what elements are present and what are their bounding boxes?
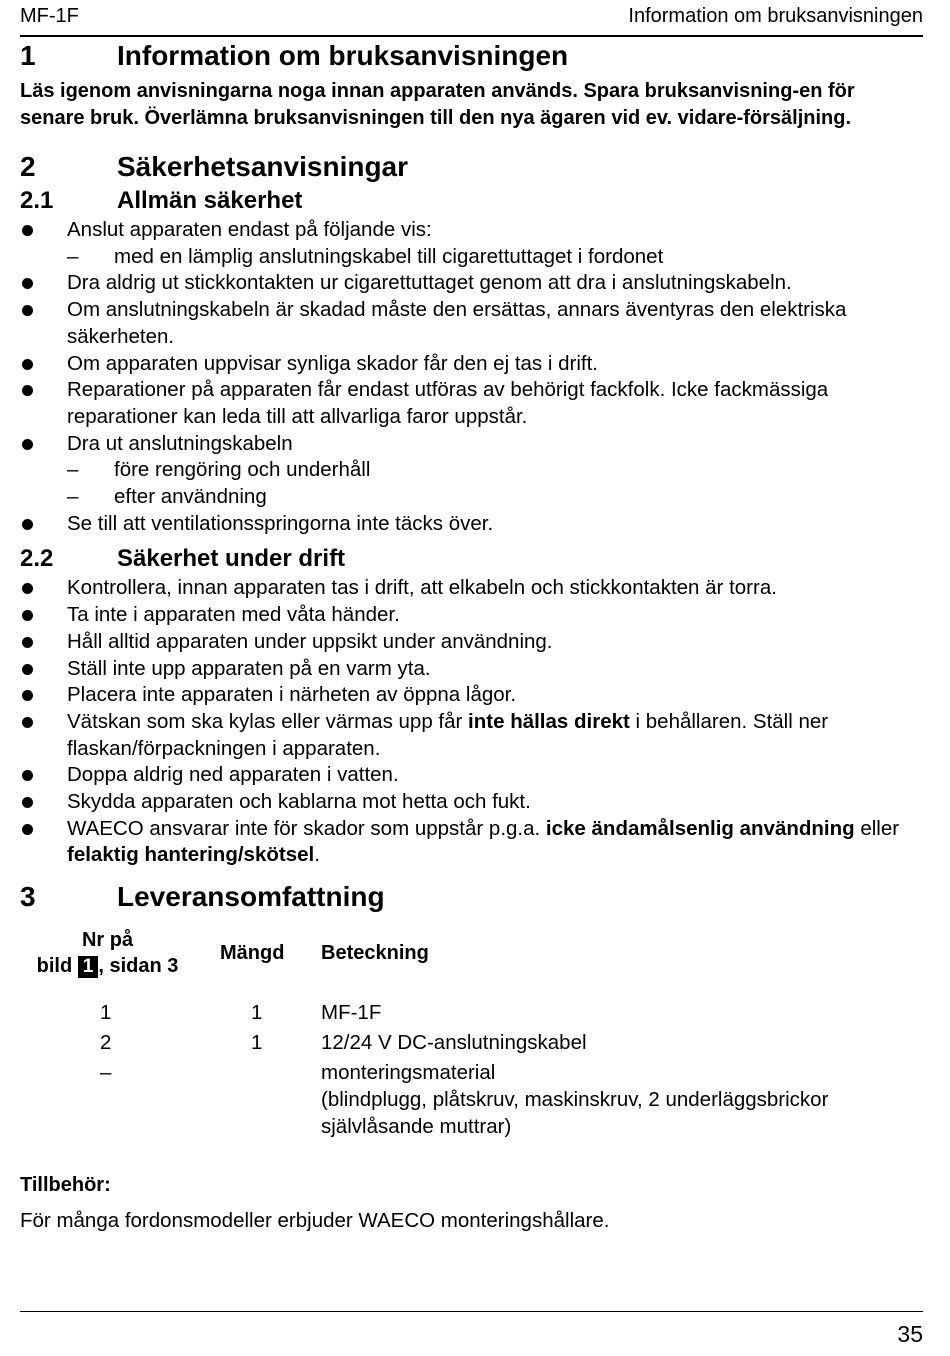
- section-title: Säkerhetsanvisningar: [117, 151, 409, 182]
- list-item-text: Ställ inte upp apparaten på en varm yta.: [67, 656, 431, 680]
- table-cell-nr: 1: [100, 1001, 112, 1025]
- bullet-icon: [22, 717, 33, 728]
- list-item: [20, 789, 923, 816]
- page-number: 35: [897, 1321, 923, 1347]
- list-item: [20, 575, 923, 602]
- list-item-text: före rengöring och underhåll: [114, 458, 371, 482]
- general-safety-list: [20, 217, 923, 537]
- bullet-icon: [22, 439, 33, 450]
- list-item: [20, 217, 923, 270]
- waeco-text-post: .: [314, 843, 320, 867]
- footer-rule: [20, 1311, 923, 1312]
- section-title: Säkerhet under drift: [117, 545, 346, 573]
- list-item-text: Ta inte i apparaten med våta händer.: [67, 603, 400, 627]
- list-item: [20, 629, 923, 656]
- bullet-icon: [22, 690, 33, 701]
- table-cell-qty: 1: [251, 1001, 263, 1025]
- waeco-emphasis-1: icke ändamålsenlig användning: [545, 816, 855, 840]
- list-item-text: Dra aldrig ut stickkontakten ur cigarettuttaget genom att dra i anslutningskabeln.: [67, 271, 792, 295]
- dash-icon: –: [67, 458, 79, 482]
- table-cell-desc: 12/24 V DC-anslutningskabel: [321, 1031, 587, 1055]
- section-number: 3: [20, 881, 36, 913]
- bullet-icon: [22, 278, 33, 289]
- sub-list: [67, 457, 923, 510]
- column-header-figure-number: [20, 927, 195, 979]
- section-number: 1: [20, 40, 36, 71]
- delivery-scope-table: [20, 927, 923, 1139]
- bullet-icon: [22, 610, 33, 621]
- list-item: [20, 682, 923, 709]
- list-item-text: Kontrollera, innan apparaten tas i drift, att elkabeln och stickkontakten är torra.: [67, 576, 777, 600]
- list-item: [20, 762, 923, 789]
- list-item-text: Dra ut anslutningskabeln: [67, 431, 293, 455]
- list-item: [20, 270, 923, 297]
- bullet-icon: [22, 797, 33, 808]
- section-title: Information om bruksanvisningen: [117, 40, 569, 71]
- waeco-emphasis-2: felaktig hantering/skötsel: [67, 843, 315, 867]
- section-2-heading: [20, 149, 923, 185]
- list-item-text: Se till att ventilationsspringorna inte täcks över.: [67, 511, 494, 535]
- list-item: [20, 511, 923, 538]
- sub-list-item: [67, 244, 923, 271]
- waeco-text-pre: WAECO ansvarar inte för skador som uppstår p.g.a.: [67, 816, 546, 840]
- section-number: 2.2: [20, 545, 54, 573]
- liquid-text-pre: Vätskan som ska kylas eller värmas upp får: [67, 709, 469, 733]
- liquid-text-post: i behållaren. Ställ ner flaskan/förpackningen i apparaten.: [67, 709, 829, 760]
- bullet-icon: [22, 770, 33, 781]
- section-title: Leveransomfattning: [117, 881, 385, 913]
- bullet-icon: [22, 583, 33, 594]
- waeco-text-mid: eller: [854, 816, 900, 840]
- figure-badge: 1: [78, 956, 99, 978]
- accessories-text: För många fordonsmodeller erbjuder WAECO monteringshållare.: [20, 1209, 610, 1232]
- section-2-2-heading: [20, 543, 923, 575]
- desc-line: (blindplugg, plåtskruv, maskinskruv, 2 underläggsbrickor: [321, 1088, 829, 1112]
- bullet-icon: [22, 824, 33, 835]
- sub-list: [67, 244, 923, 271]
- bullet-icon: [22, 664, 33, 675]
- column-header-description: Beteckning: [321, 942, 429, 965]
- intro-paragraph: Läs igenom anvisningarna noga innan apparaten används. Spara bruksanvisning-en för senare bruk. Överlämna bruksanvisningen till den nya ägaren vid ev. vidare-försäljning.: [20, 80, 855, 129]
- section-number: 2.1: [20, 187, 54, 214]
- bullet-icon: [22, 305, 33, 316]
- list-item: [20, 377, 923, 430]
- accessories-title: Tillbehör:: [20, 1174, 111, 1196]
- desc-line: monteringsmaterial: [321, 1061, 496, 1085]
- table-cell-nr: –: [100, 1061, 112, 1085]
- list-item: [20, 709, 923, 762]
- section-1-heading: [20, 38, 923, 74]
- table-cell-desc: [321, 1059, 921, 1140]
- bullet-icon: [22, 225, 33, 236]
- section-number: 2: [20, 151, 36, 182]
- table-cell-nr: 2: [100, 1031, 112, 1055]
- list-item-text: Om anslutningskabeln är skadad måste den ersättas, annars äventyras den elektriska säkerheten.: [67, 298, 847, 348]
- manual-page: [20, 0, 923, 1356]
- list-item-text: Doppa aldrig ned apparaten i vatten.: [67, 763, 399, 787]
- list-item: [20, 816, 923, 869]
- header-bild: bild: [36, 955, 73, 978]
- list-item-text: Reparationer på apparaten får endast utföras av behörigt fackfolk. Icke fackmässiga reparationer kan leda till att allvarliga faror uppstår.: [67, 378, 829, 428]
- header-line: Nr på: [81, 929, 134, 952]
- header-rule: [20, 35, 923, 37]
- list-item: [20, 431, 923, 511]
- list-item: [20, 351, 923, 378]
- desc-line: självlåsande muttrar): [321, 1115, 512, 1139]
- list-item-text: efter användning: [114, 485, 267, 509]
- table-cell-qty: 1: [251, 1031, 263, 1055]
- list-item-text: Om apparaten uppvisar synliga skador får den ej tas i drift.: [67, 351, 598, 375]
- page-content: [20, 38, 923, 1139]
- section-title: Allmän säkerhet: [117, 187, 303, 214]
- list-item-text: Anslut apparaten endast på följande vis:: [67, 218, 432, 241]
- bullet-icon: [22, 519, 33, 530]
- list-item: [20, 656, 923, 683]
- dash-icon: –: [67, 244, 79, 268]
- list-item: [20, 602, 923, 629]
- table-cell-desc: MF-1F: [321, 1001, 382, 1025]
- section-2-1-heading: [20, 185, 923, 217]
- list-item-text: Håll alltid apparaten under uppsikt under användning.: [67, 629, 553, 653]
- running-header: [20, 5, 923, 35]
- section-3-heading: [20, 879, 923, 915]
- column-header-quantity: Mängd: [220, 942, 285, 965]
- liquid-text-emphasis: inte hällas direkt: [468, 709, 630, 733]
- list-item-text: med en lämplig anslutningskabel till cigarettuttaget i fordonet: [114, 244, 664, 268]
- header-model: MF-1F: [20, 5, 79, 27]
- bullet-icon: [22, 385, 33, 396]
- header-page-ref: , sidan 3: [98, 955, 179, 978]
- list-item-text: Skydda apparaten och kablarna mot hetta och fukt.: [67, 790, 531, 814]
- dash-icon: –: [67, 485, 79, 509]
- list-item: [20, 297, 923, 350]
- bullet-icon: [22, 637, 33, 648]
- header-chapter-title: Information om bruksanvisningen: [628, 5, 923, 27]
- sub-list-item: [67, 484, 923, 511]
- bullet-icon: [22, 359, 33, 370]
- sub-list-item: [67, 457, 923, 484]
- list-item-text: Placera inte apparaten i närheten av öppna lågor.: [67, 683, 517, 707]
- operation-safety-list: [20, 575, 923, 869]
